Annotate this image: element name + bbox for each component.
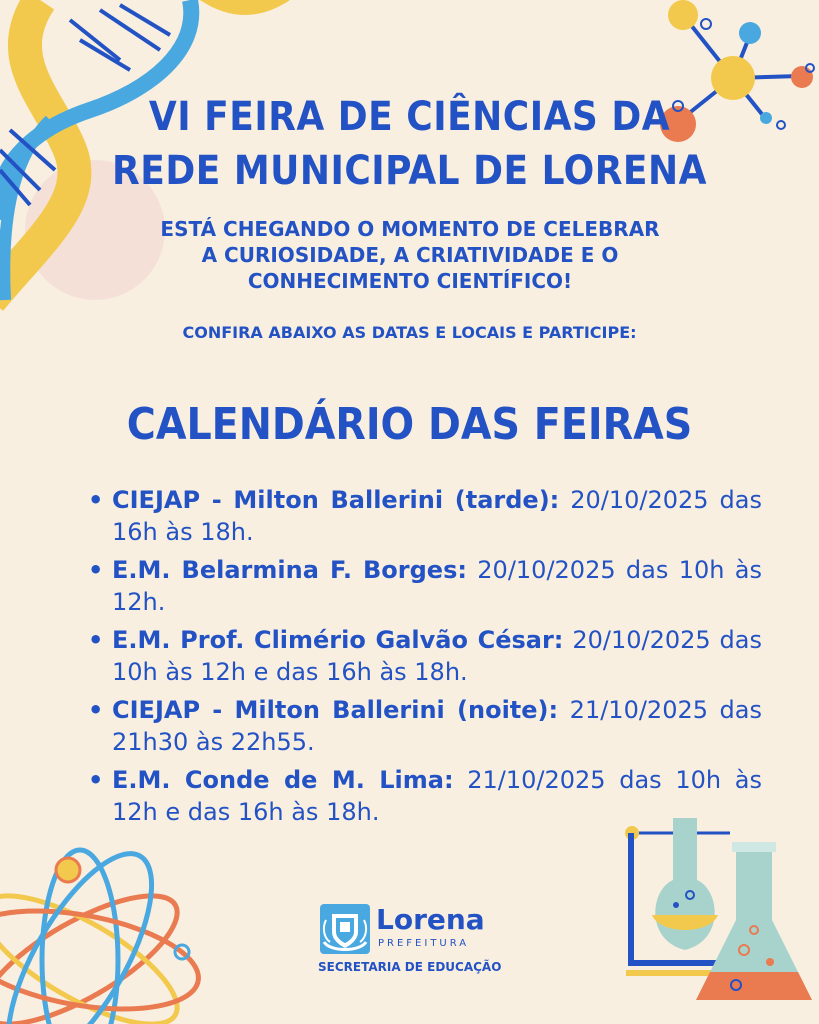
event-details: 20/10/2025 das 16h às 18h. xyxy=(112,486,762,546)
calendar-title: CALENDÁRIO DAS FEIRAS xyxy=(126,399,693,450)
event-details: 21/10/2025 das 10h às 12h e das 16h às 18h. xyxy=(112,766,762,826)
event-list xyxy=(88,484,762,834)
logo-name: Lorena xyxy=(376,903,485,936)
event-details: 20/10/2025 das 10h às 12h e das 16h às 18h. xyxy=(112,626,762,686)
intro-line-2: A CURIOSIDADE, A CRIATIVIDADE E O xyxy=(201,243,619,267)
event-item xyxy=(88,484,762,548)
poster-title-line-2: REDE MUNICIPAL DE LORENA xyxy=(112,148,707,194)
event-place: CIEJAP - Milton Ballerini (tarde): xyxy=(112,486,560,514)
prefeitura-logo xyxy=(318,902,508,982)
intro-line-1: ESTÁ CHEGANDO O MOMENTO DE CELEBRAR xyxy=(160,217,660,241)
intro-text xyxy=(120,216,700,294)
event-details: 20/10/2025 das 10h às 12h. xyxy=(112,556,762,616)
event-item xyxy=(88,764,762,828)
logo-department: SECRETARIA DE EDUCAÇÃO xyxy=(318,960,502,974)
event-item xyxy=(88,554,762,618)
event-item xyxy=(88,694,762,758)
atom-icon xyxy=(0,834,206,1024)
instruction-text: CONFIRA ABAIXO AS DATAS E LOCAIS E PARTICIPE: xyxy=(182,323,637,342)
logo-subtitle: PREFEITURA xyxy=(378,938,470,949)
event-place: CIEJAP - Milton Ballerini (noite): xyxy=(112,696,559,724)
event-place: E.M. Conde de M. Lima: xyxy=(112,766,454,794)
intro-line-3: CONHECIMENTO CIENTÍFICO! xyxy=(247,269,573,293)
event-place: E.M. Prof. Climério Galvão César: xyxy=(112,626,564,654)
city-emblem-icon xyxy=(318,902,372,956)
poster-title-line-1: VI FEIRA DE CIÊNCIAS DA xyxy=(148,94,671,140)
event-place: E.M. Belarmina F. Borges: xyxy=(112,556,467,584)
event-item xyxy=(88,624,762,688)
lab-flasks-icon xyxy=(625,818,812,1000)
event-details: 21/10/2025 das 21h30 às 22h55. xyxy=(112,696,762,756)
